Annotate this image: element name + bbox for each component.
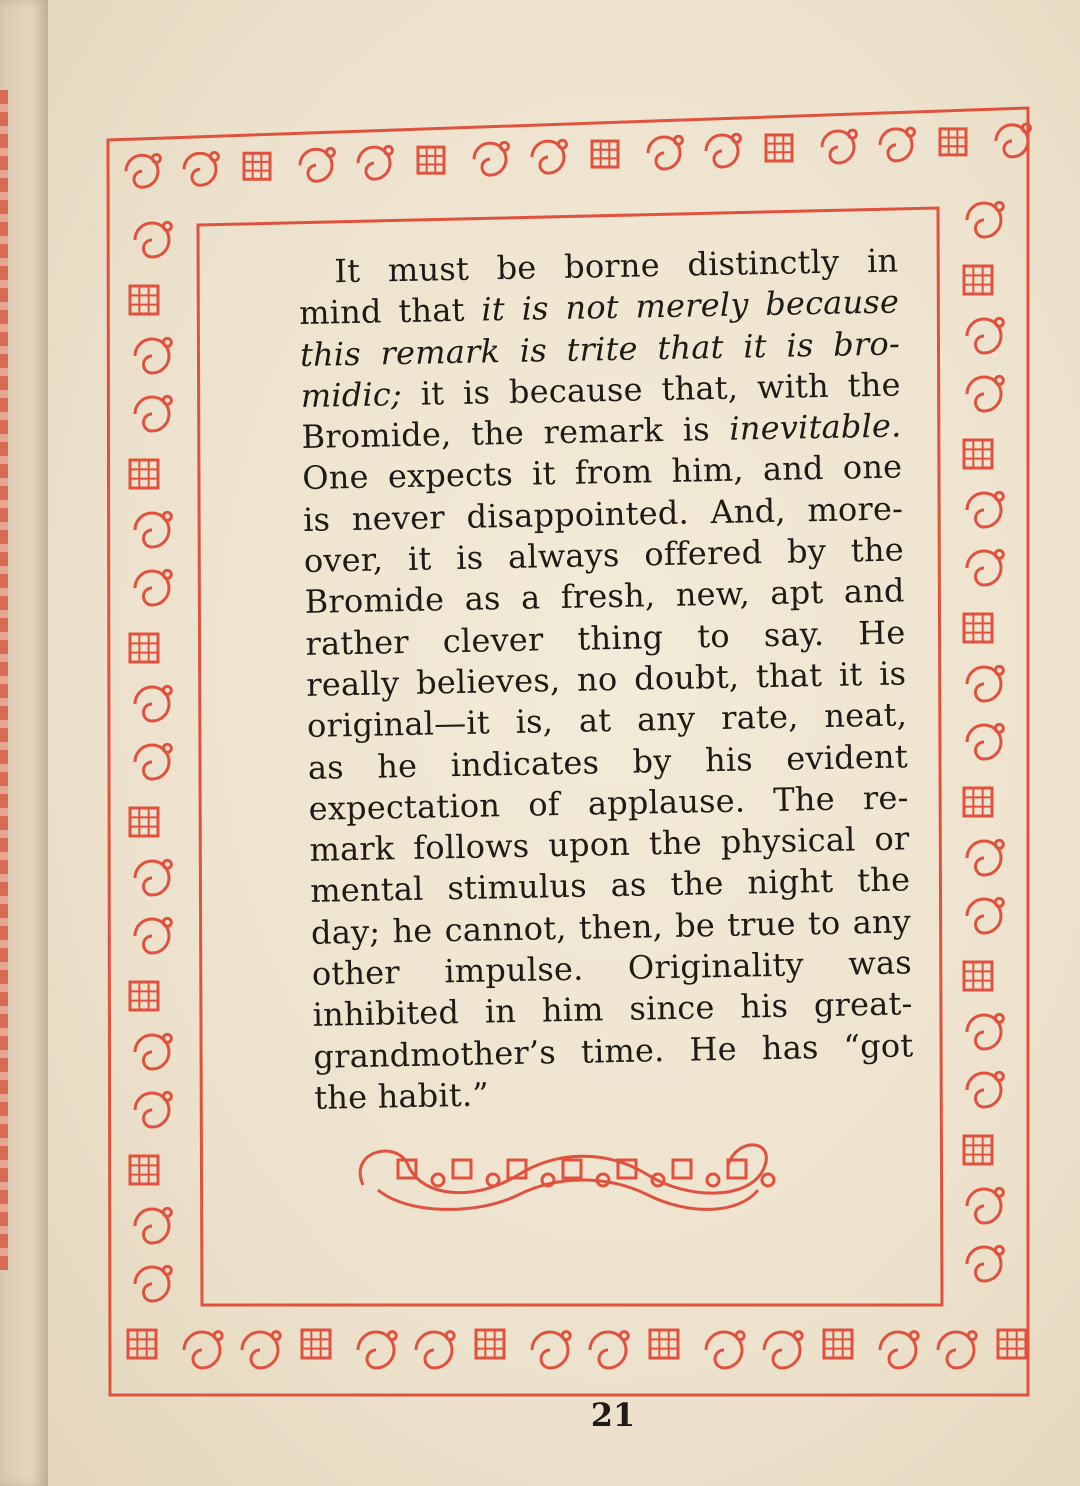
page-number: 21 xyxy=(590,1396,636,1434)
tailpiece-ornament xyxy=(360,1145,774,1210)
text-line: expectation of applause. The re- xyxy=(308,778,909,828)
text-line: really believes, no doubt, that it is xyxy=(305,654,907,704)
text-line: One expects it from him, and one xyxy=(301,447,903,498)
text-line: mark follows upon the physical or xyxy=(309,819,910,870)
text-line: rather clever thing to say. He xyxy=(305,613,906,663)
text-line: Bromide, the remark is inevitable. xyxy=(301,406,902,457)
text-line: Bromide as a fresh, new, apt and xyxy=(304,571,905,622)
text-line: day; he cannot, then, be true to any xyxy=(310,902,912,952)
book-page xyxy=(48,0,1080,1486)
text-line: It must be borne distinctly in xyxy=(334,241,899,291)
facing-page-edge xyxy=(0,0,48,1486)
text-line: other impulse. Originality was xyxy=(311,943,913,993)
text-line: mental stimulus as the night the xyxy=(309,860,911,911)
body-text xyxy=(298,240,915,1119)
facing-page-border-fragment xyxy=(0,90,8,1270)
text-line: this remark is trite that it is bro- xyxy=(299,324,901,374)
text-line: the habit.” xyxy=(313,1075,490,1117)
text-line: is never disappointed. And, more- xyxy=(302,489,904,539)
text-line: midic; it is because that, with the xyxy=(300,365,902,415)
text-line: as he indicates by his evident xyxy=(307,736,909,787)
text-line: inhibited in him since his great- xyxy=(312,984,913,1035)
text-line: original—it is, at any rate, neat, xyxy=(306,695,908,746)
text-line: grandmother’s time. He has “got xyxy=(313,1025,914,1076)
text-line: mind that it is not merely because xyxy=(298,282,900,333)
text-line: over, it is always offered by the xyxy=(303,530,905,581)
